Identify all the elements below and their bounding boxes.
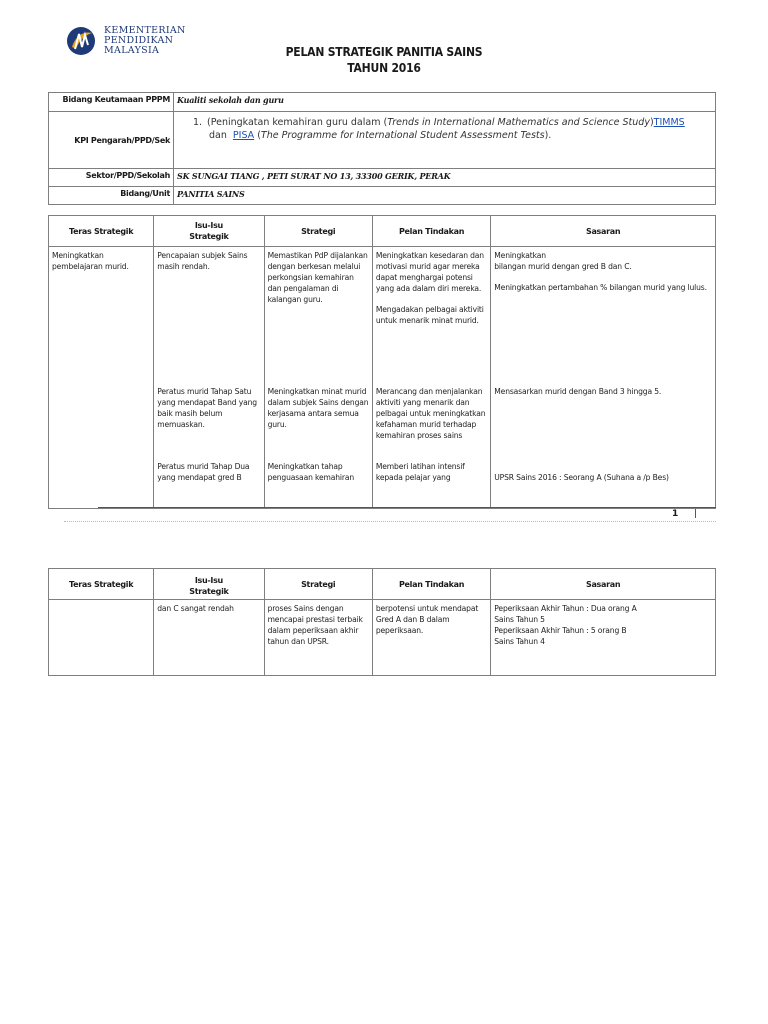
logo-line-1: KEMENTERIAN (104, 25, 186, 36)
header-teras: Teras Strategik (49, 569, 154, 600)
strategy-table-page-1 (48, 215, 716, 509)
info-row-bidang (49, 93, 716, 112)
kpi-text-1: (Peningkatan kemahiran guru dalam ( (207, 117, 388, 128)
info-row-unit (49, 187, 716, 205)
footer-divider (98, 507, 716, 508)
strategy-table-page-2 (48, 568, 716, 676)
pelan-row-3: Memberi latihan intensif kepada pelajar yang (375, 462, 465, 482)
bidang-label: Bidang Keutamaan PPPM (49, 93, 174, 112)
info-row-kpi (49, 112, 716, 169)
page-number: 1 (672, 509, 679, 519)
pelan-row-1 (376, 250, 487, 386)
kpi-italic-2: The Programme for International Student Assessment Tests (260, 130, 545, 141)
table-row (49, 247, 716, 509)
pelan-row-1-b: Mengadakan pelbagai aktiviti untuk menarik minat murid. (375, 305, 484, 325)
table-row (49, 600, 716, 676)
table-header-row (49, 216, 716, 247)
unit-label: Bidang/Unit (49, 187, 174, 205)
unit-value: PANITIA SAINS (174, 187, 716, 205)
header-sasaran: Sasaran (491, 569, 716, 600)
sasaran-line-4: Sains Tahun 4 (494, 637, 545, 646)
sasaran-row-1-b: bilangan murid dengan gred B dan C. (494, 262, 632, 271)
timms-link[interactable]: TIMMS (653, 117, 685, 128)
info-table (48, 92, 716, 205)
isu-row-3: Peratus murid Tahap Dua yang mendapat gred B (157, 462, 250, 482)
header-pelan: Pelan Tindakan (372, 569, 490, 600)
kpi-italic-1: Trends in International Mathematics and Science Study (387, 117, 650, 128)
kpi-number: 1. (193, 117, 203, 128)
isu-cell (154, 247, 264, 509)
header-isu (154, 216, 264, 247)
kpi-value (174, 112, 716, 169)
strategi-cell (264, 247, 372, 509)
pelan-cell: berpotensi untuk mendapat Gred A dan B dalam peperiksaan. (372, 600, 490, 676)
sasaran-cell (491, 600, 716, 676)
strategi-row-1: Memastikan PdP dijalankan dengan berkesan melalui perkongsian kemahiran dan pengalaman di kalangan guru. (267, 251, 368, 304)
header-isu-line-2: Strategik (189, 232, 229, 241)
sasaran-line-2: Sains Tahun 5 (494, 615, 545, 624)
sasaran-row-2: Mensasarkan murid dengan Band 3 hingga 5. (494, 387, 662, 396)
header-strategi: Strategi (264, 216, 372, 247)
header-pelan: Pelan Tindakan (372, 216, 490, 247)
sektor-label: Sektor/PPD/Sekolah (49, 169, 174, 187)
strategi-cell: proses Sains dengan mencapai prestasi terbaik dalam peperiksaan akhir tahun dan UPSR. (264, 600, 372, 676)
header-isu-line-2: Strategik (189, 587, 229, 596)
sektor-value: SK SUNGAI TIANG , PETI SURAT NO 13, 33300 GERIK, PERAK (174, 169, 716, 187)
page-break-line (64, 521, 716, 522)
bidang-value: Kualiti sekolah dan guru (174, 93, 716, 112)
info-row-sektor (49, 169, 716, 187)
pisa-link[interactable]: PISA (232, 130, 255, 141)
title-line-1: PELAN STRATEGIK PANITIA SAINS (285, 45, 483, 59)
header-isu-line-1: Isu-Isu (194, 576, 223, 585)
sasaran-row-1-a: Meningkatkan (494, 251, 546, 260)
sasaran-row-1 (494, 250, 712, 386)
teras-cell (49, 247, 154, 509)
header-strategi: Strategi (264, 569, 372, 600)
strategi-row-2: Meningkatkan minat murid dalam subjek Sains dengan kerjasama antara semua guru. (267, 387, 369, 429)
strategi-row-3: Meningkatkan tahap penguasaan kemahiran (267, 462, 355, 482)
header-isu (154, 569, 264, 600)
title-line-2: TAHUN 2016 (347, 61, 421, 75)
kpi-text-3: dan (209, 130, 227, 141)
sasaran-line-3: Peperiksaan Akhir Tahun : 5 orang B (494, 626, 627, 635)
page-title (0, 44, 768, 76)
header-isu-wrap (155, 571, 262, 597)
kpi-label: KPI Pengarah/PPD/Sek (49, 112, 174, 169)
sasaran-cell (491, 247, 716, 509)
page-number-separator: | (694, 509, 698, 519)
isu-row-2: Peratus murid Tahap Satu yang mendapat Band yang baik masih belum memuaskan. (157, 387, 257, 429)
pelan-row-2: Merancang dan menjalankan aktiviti yang menarik dan pelbagai untuk meningkatkan kefahaman murid terhadap kemahiran proses sains (375, 387, 486, 440)
sasaran-line-1: Peperiksaan Akhir Tahun : Dua orang A (494, 604, 637, 613)
pelan-row-1-a: Meningkatkan kesedaran dan motivasi murid agar mereka dapat menghargai potensi yang ada dalam diri mereka. (375, 251, 484, 293)
kpi-text-5: ). (544, 130, 552, 141)
kpi-text-2: ) (649, 117, 654, 128)
kpi-item (177, 114, 712, 142)
kpi-text-4: ( (254, 130, 261, 141)
pelan-cell (372, 247, 490, 509)
isu-cell: dan C sangat rendah (154, 600, 264, 676)
header-teras: Teras Strategik (49, 216, 154, 247)
logo-line-2: PENDIDIKAN (104, 35, 174, 46)
header-sasaran: Sasaran (491, 216, 716, 247)
header-isu-line-1: Isu-Isu (194, 221, 223, 230)
sasaran-row-1-c: Meningkatkan pertambahan % bilangan murid yang lulus. (494, 283, 707, 292)
table-header-row (49, 569, 716, 600)
logo-line-3: MALAYSIA (104, 45, 160, 56)
isu-row-1: Pencapaian subjek Sains masih rendah. (157, 251, 248, 271)
sasaran-row-3: UPSR Sains 2016 : Seorang A (Suhana a /p Bes) (494, 473, 669, 482)
teras-text: Meningkatkan pembelajaran murid. (52, 251, 129, 271)
teras-cell (49, 600, 154, 676)
